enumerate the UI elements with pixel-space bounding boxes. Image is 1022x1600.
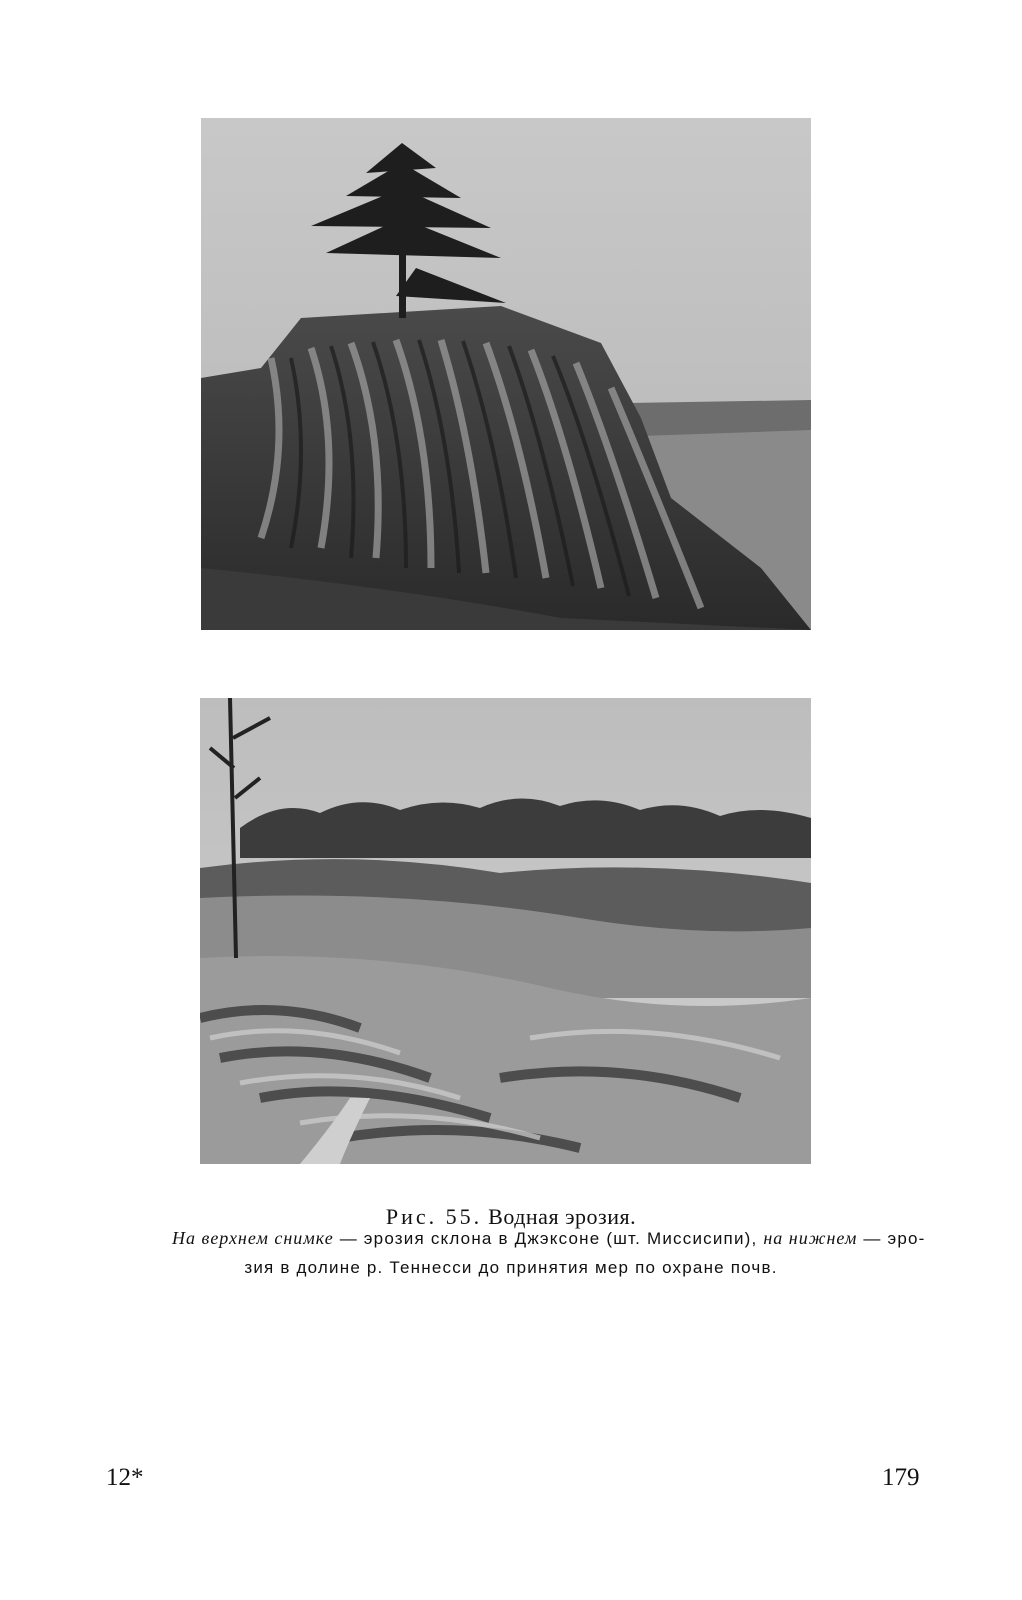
- signature-mark: 12*: [106, 1464, 144, 1491]
- photo-eroded-valley-image: [200, 698, 811, 1164]
- figure-title-text: Водная эрозия.: [488, 1204, 637, 1229]
- page-number: 179: [882, 1464, 920, 1491]
- photo-eroded-slope-image: [201, 118, 811, 630]
- caption-top-text: — эрозия склона в Джэксоне (шт. Миссисипи),: [333, 1229, 758, 1248]
- figure-caption-line-2: зия в долине р. Теннесси до принятия мер по охране почв.: [244, 1258, 778, 1277]
- photo-eroded-valley: [200, 698, 811, 1164]
- figure-label: Рис. 55.: [385, 1204, 483, 1229]
- figure-caption-line-1: [172, 1228, 972, 1249]
- photo-eroded-slope: [201, 118, 811, 630]
- caption-top-label: На верхнем снимке: [172, 1228, 334, 1248]
- figure-title: [0, 1204, 1022, 1230]
- caption-bottom-text: — эро-: [857, 1229, 926, 1248]
- caption-bottom-label: на нижнем: [763, 1228, 858, 1248]
